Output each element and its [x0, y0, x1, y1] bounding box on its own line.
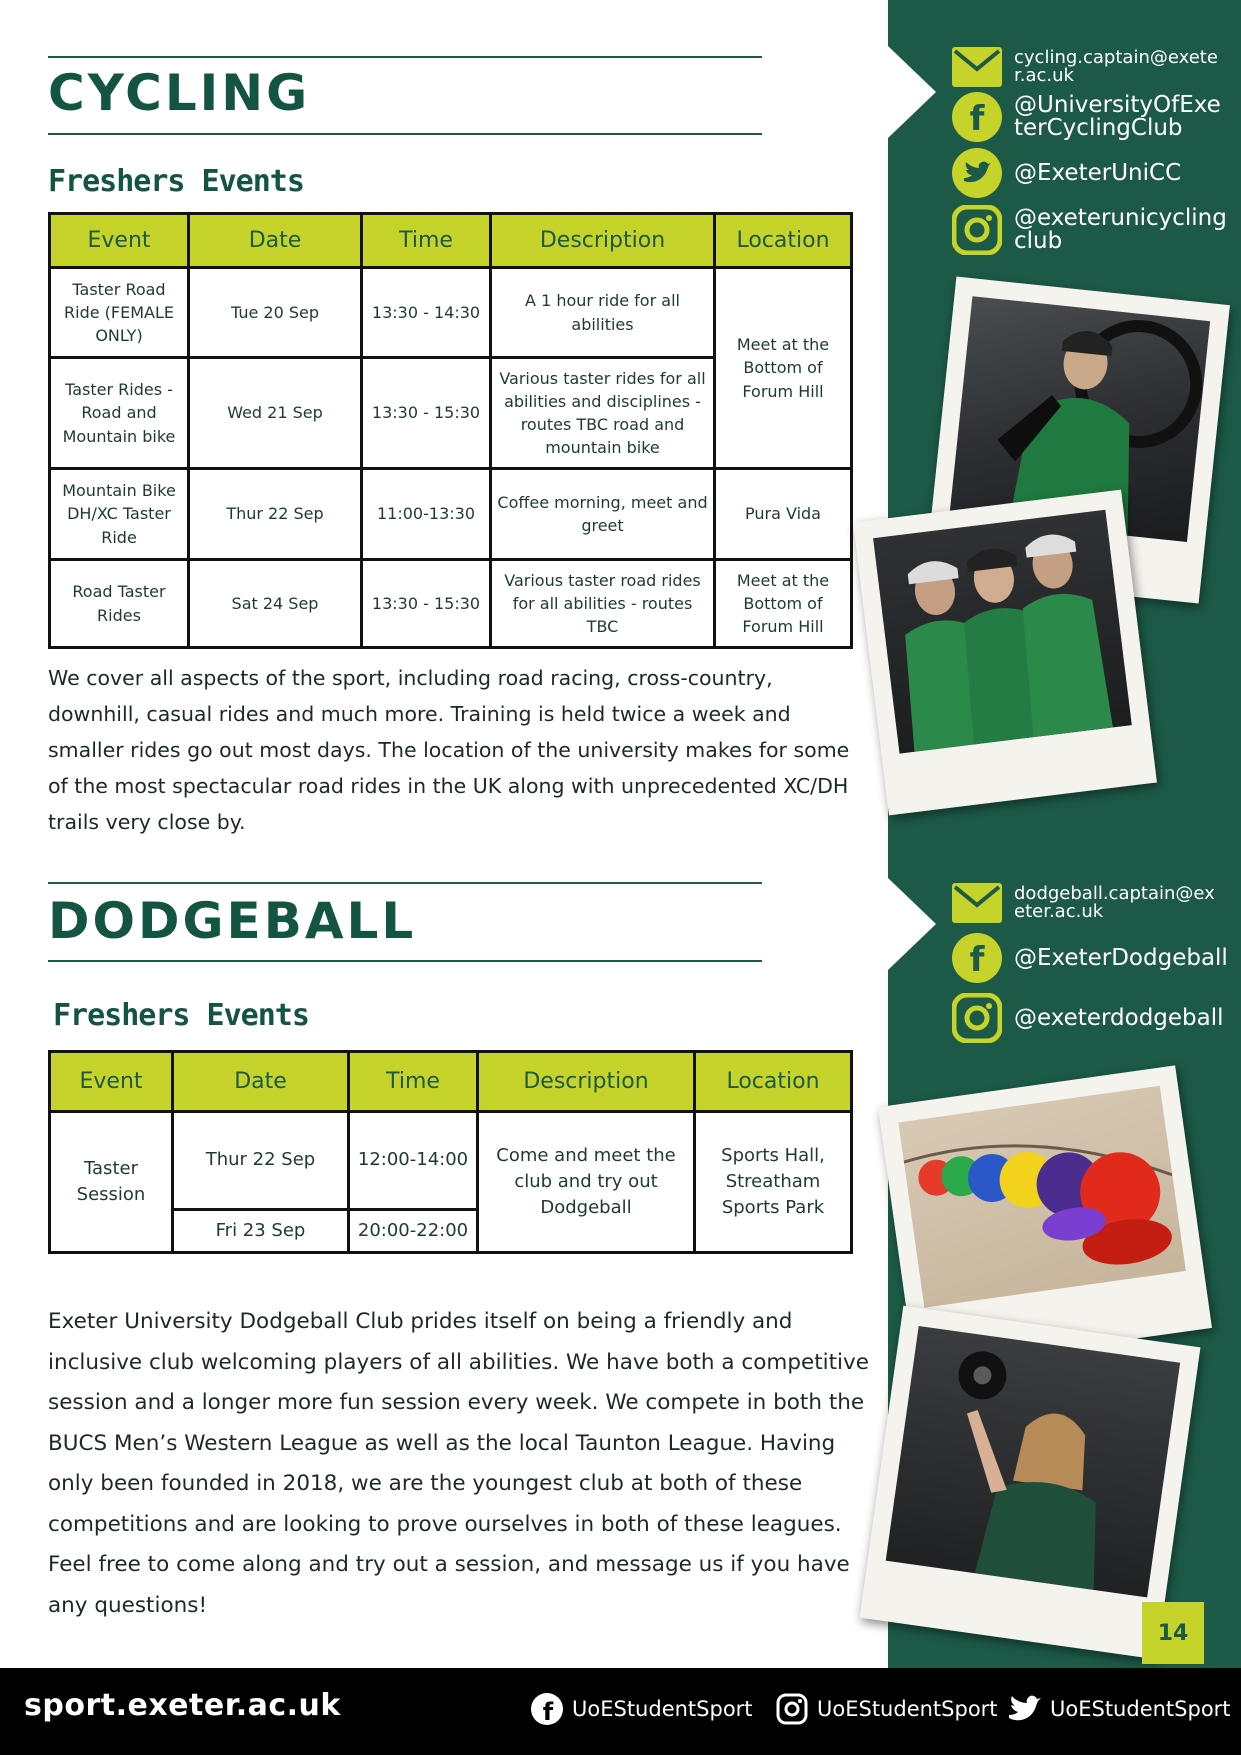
table-row: Fri 23 Sep 20:00-22:00: [50, 1210, 852, 1253]
cycling-email-contact[interactable]: cycling.captain@exeter.ac.uk: [952, 42, 1224, 92]
col-header-description: Description: [491, 214, 715, 268]
dodgeball-title: DODGEBALL: [48, 892, 417, 950]
dodgeball-facebook-contact[interactable]: f @ExeterDodgeball: [952, 933, 1229, 983]
cycling-twitter-contact[interactable]: @ExeterUniCC: [952, 148, 1229, 198]
dodgeball-bottom-rule: [48, 960, 762, 962]
svg-text:f: f: [969, 940, 985, 980]
cycling-events-table: [48, 212, 853, 649]
footer-site-link[interactable]: sport.exeter.ac.uk: [24, 1688, 341, 1723]
col-header-location: Location: [695, 1052, 852, 1112]
email-icon: [952, 878, 1002, 928]
email-icon: [952, 42, 1002, 92]
cycling-title: CYCLING: [48, 64, 311, 122]
table-row: Taster Session Thur 22 Sep 12:00-14:00 Come and meet the club and try out Dodgeball Sports Hall, Streatham Sports Park: [50, 1112, 852, 1210]
twitter-icon: [952, 148, 1002, 198]
table-row: Road Taster Rides Sat 24 Sep 13:30 - 15:30 Various taster road rides for all abilities - routes TBC Meet at the Bottom of Forum Hill: [50, 560, 852, 648]
col-header-time: Time: [349, 1052, 478, 1112]
col-header-event: Event: [50, 214, 189, 268]
dodgeball-description: Exeter University Dodgeball Club prides itself on being a friendly and inclusive club welcoming players of all abilities. We have both a competitive session and a longer more fun session every week. We compete in both the BUCS Men’s Western League as well as the local Taunton League. Having only been founded in 2018, we are the youngest club at both of these competitions and are looking to prove ourselves in both of these leagues. Feel free to come along and try out a session, and message us if you have any questions!: [48, 1309, 869, 1618]
cycling-top-rule: [48, 56, 762, 58]
table-row: Mountain Bike DH/XC Taster Ride Thur 22 Sep 11:00-13:30 Coffee morning, meet and greet Pura Vida: [50, 469, 852, 560]
dodgeball-events-heading: Freshers Events: [53, 998, 309, 1033]
table-row: Taster Rides - Road and Mountain bike Wed 21 Sep 13:30 - 15:30 Various taster rides for all abilities and disciplines - routes TBC road and mountain bike: [50, 358, 852, 469]
cycling-bottom-rule: [48, 133, 762, 135]
twitter-icon: [1008, 1692, 1042, 1726]
col-header-location: Location: [715, 214, 852, 268]
col-header-time: Time: [362, 214, 491, 268]
table-row: Taster Road Ride (FEMALE ONLY) Tue 20 Sep 13:30 - 14:30 A 1 hour ride for all abilities Meet at the Bottom of Forum Hill: [50, 268, 852, 358]
cycling-photo-2: [853, 490, 1157, 816]
cycling-description: We cover all aspects of the sport, including road racing, cross-country, downhill, casual rides and much more. Training is held twice a week and smaller rides go out most days. The location of the university makes for some of the most spectacular road rides in the UK along with unprecedented XC/DH trails very close by.: [48, 666, 850, 834]
footer-instagram-link[interactable]: UoEStudentSport: [775, 1692, 998, 1726]
facebook-icon: [952, 933, 1002, 983]
instagram-icon: [775, 1692, 809, 1726]
dodgeball-top-rule: [48, 882, 762, 884]
col-header-description: Description: [478, 1052, 695, 1112]
dodgeball-email-contact[interactable]: dodgeball.captain@exeter.ac.uk: [952, 878, 1224, 928]
facebook-icon: [952, 92, 1002, 142]
col-header-date: Date: [189, 214, 362, 268]
footer: [0, 1668, 1241, 1755]
dodgeball-events-table: [48, 1050, 853, 1254]
svg-text:f: f: [542, 1698, 554, 1725]
svg-text:f: f: [969, 99, 985, 139]
col-header-date: Date: [173, 1052, 349, 1112]
notch-dodgeball: [888, 878, 936, 970]
cycling-instagram-contact[interactable]: @exeterunicyclingclub: [952, 205, 1229, 255]
cycling-facebook-contact[interactable]: f @UniversityOfExeterCyclingClub: [952, 92, 1229, 142]
cycling-events-heading: Freshers Events: [48, 164, 304, 199]
footer-twitter-link[interactable]: UoEStudentSport: [1008, 1692, 1231, 1726]
shared-location-cell: Meet at the Bottom of Forum Hill: [715, 268, 852, 469]
footer-facebook-link[interactable]: f UoEStudentSport: [530, 1692, 753, 1726]
instagram-icon: [952, 993, 1002, 1043]
col-header-event: Event: [50, 1052, 173, 1112]
notch-cycling: [888, 46, 936, 138]
page-number: 14: [1142, 1602, 1204, 1664]
dodgeball-instagram-contact[interactable]: @exeterdodgeball: [952, 993, 1229, 1043]
facebook-icon: [530, 1692, 564, 1726]
instagram-icon: [952, 205, 1002, 255]
